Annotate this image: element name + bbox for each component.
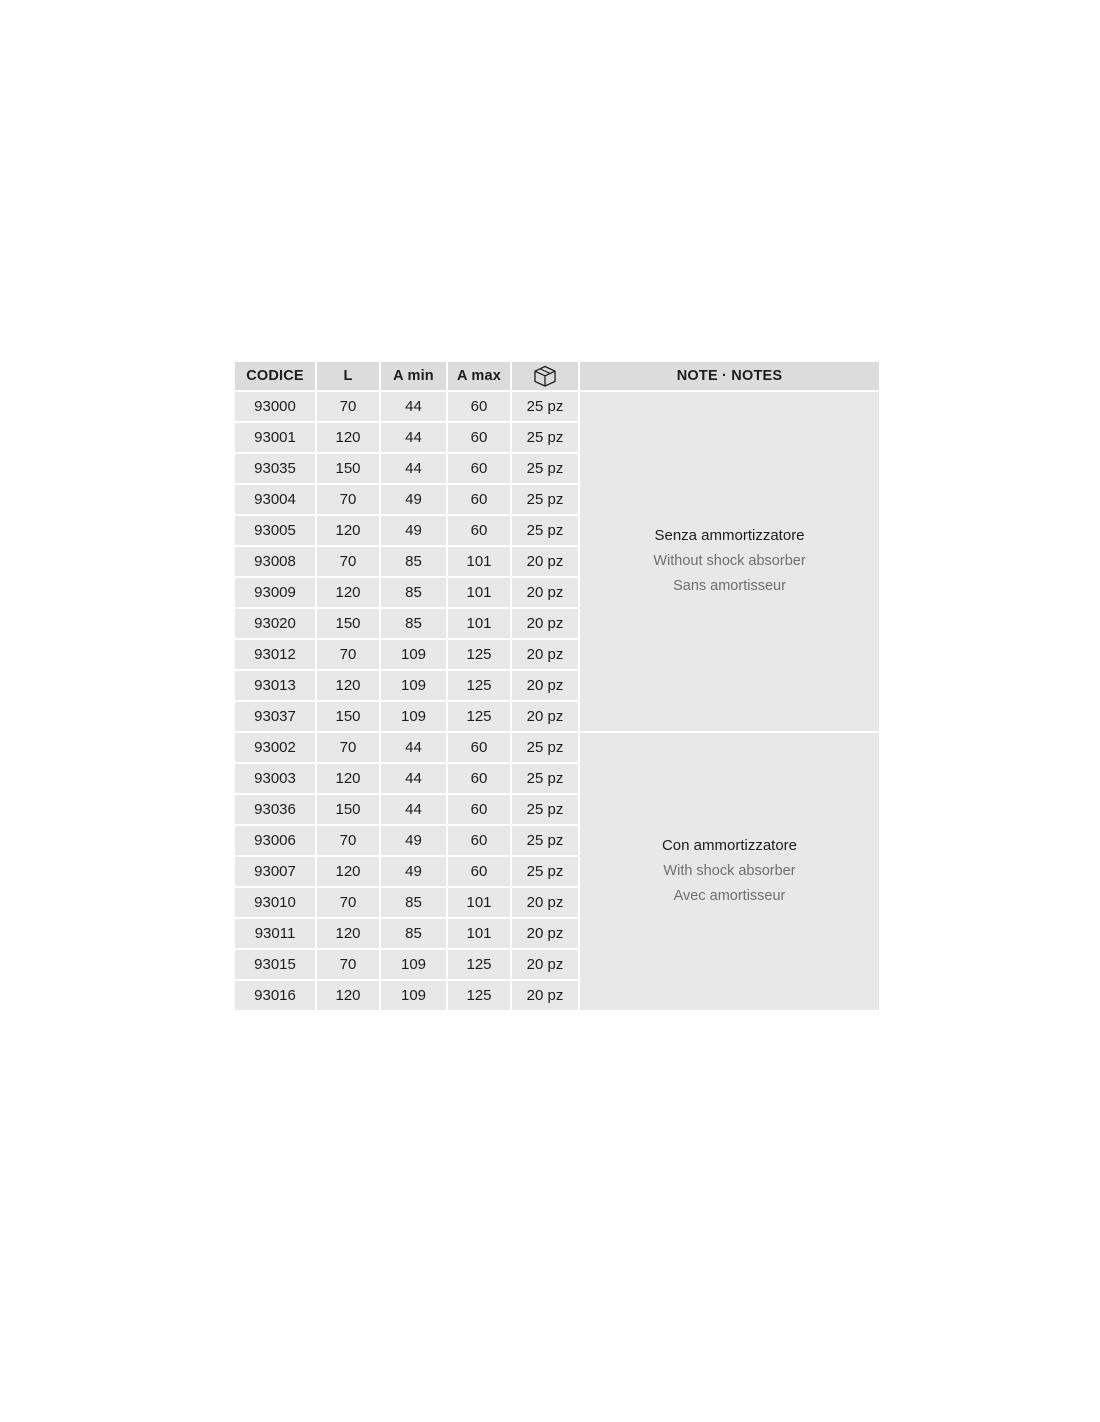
note-italian: Con ammortizzatore	[661, 836, 798, 854]
cell-a-min: 44	[381, 764, 446, 793]
cell-packaging: 25 pz	[512, 423, 578, 452]
table-header	[235, 362, 879, 390]
table-row	[235, 733, 879, 762]
cell-l: 120	[317, 764, 379, 793]
cell-code: 93000	[235, 392, 315, 421]
cell-a-min: 109	[381, 671, 446, 700]
cell-code: 93005	[235, 516, 315, 545]
cell-a-max: 60	[448, 826, 510, 855]
cell-code: 93002	[235, 733, 315, 762]
cell-a-max: 60	[448, 764, 510, 793]
column-header-notes: NOTE · NOTES	[580, 362, 879, 390]
cell-l: 150	[317, 609, 379, 638]
cell-l: 120	[317, 981, 379, 1010]
cell-a-max: 60	[448, 733, 510, 762]
cell-a-min: 109	[381, 640, 446, 669]
cell-code: 93015	[235, 950, 315, 979]
cell-a-max: 125	[448, 702, 510, 731]
cell-code: 93037	[235, 702, 315, 731]
cell-l: 70	[317, 547, 379, 576]
cell-a-max: 101	[448, 578, 510, 607]
cell-code: 93003	[235, 764, 315, 793]
cell-l: 70	[317, 950, 379, 979]
cell-l: 150	[317, 454, 379, 483]
cell-code: 93004	[235, 485, 315, 514]
cell-packaging: 25 pz	[512, 516, 578, 545]
cell-packaging: 20 pz	[512, 671, 578, 700]
cell-a-max: 101	[448, 888, 510, 917]
cell-l: 70	[317, 485, 379, 514]
cell-a-min: 49	[381, 516, 446, 545]
cell-a-min: 85	[381, 919, 446, 948]
cell-packaging: 20 pz	[512, 609, 578, 638]
cell-a-min: 49	[381, 826, 446, 855]
note-french: Sans amortisseur	[673, 577, 786, 594]
cell-l: 120	[317, 578, 379, 607]
note-cell-group-2	[580, 733, 879, 1010]
cell-a-min: 109	[381, 981, 446, 1010]
product-spec-table	[233, 360, 881, 1012]
cell-a-min: 44	[381, 733, 446, 762]
cell-packaging: 20 pz	[512, 578, 578, 607]
cell-code: 93036	[235, 795, 315, 824]
column-header-a-max: A max	[448, 362, 510, 390]
cell-l: 120	[317, 516, 379, 545]
table-body	[235, 392, 879, 1010]
cell-a-min: 49	[381, 485, 446, 514]
cell-l: 70	[317, 888, 379, 917]
table-row	[235, 392, 879, 421]
cell-packaging: 25 pz	[512, 826, 578, 855]
cell-l: 70	[317, 640, 379, 669]
column-header-a-min: A min	[381, 362, 446, 390]
cell-code: 93012	[235, 640, 315, 669]
column-header-packaging	[512, 362, 578, 390]
cell-packaging: 25 pz	[512, 857, 578, 886]
cell-l: 150	[317, 795, 379, 824]
cell-code: 93011	[235, 919, 315, 948]
cell-a-max: 125	[448, 981, 510, 1010]
cell-l: 70	[317, 826, 379, 855]
cell-l: 70	[317, 733, 379, 762]
cell-packaging: 20 pz	[512, 888, 578, 917]
cell-a-min: 44	[381, 795, 446, 824]
cell-a-max: 60	[448, 485, 510, 514]
cell-a-min: 44	[381, 454, 446, 483]
cell-a-max: 60	[448, 857, 510, 886]
cell-l: 150	[317, 702, 379, 731]
cell-a-min: 85	[381, 888, 446, 917]
note-english: With shock absorber	[663, 863, 796, 880]
cell-packaging: 25 pz	[512, 764, 578, 793]
cell-packaging: 25 pz	[512, 733, 578, 762]
note-italian: Senza ammortizzatore	[654, 526, 805, 544]
cell-a-max: 125	[448, 950, 510, 979]
cell-a-max: 101	[448, 919, 510, 948]
cell-code: 93035	[235, 454, 315, 483]
cell-packaging: 20 pz	[512, 919, 578, 948]
cell-a-min: 109	[381, 950, 446, 979]
cell-packaging: 25 pz	[512, 485, 578, 514]
cell-packaging: 25 pz	[512, 454, 578, 483]
cell-code: 93020	[235, 609, 315, 638]
cell-l: 70	[317, 392, 379, 421]
cell-a-max: 125	[448, 671, 510, 700]
cell-a-min: 109	[381, 702, 446, 731]
cell-code: 93006	[235, 826, 315, 855]
table-header-row	[235, 362, 879, 390]
cell-a-max: 101	[448, 609, 510, 638]
cell-l: 120	[317, 857, 379, 886]
cell-code: 93007	[235, 857, 315, 886]
cell-a-max: 60	[448, 454, 510, 483]
cell-code: 93013	[235, 671, 315, 700]
cell-code: 93001	[235, 423, 315, 452]
cell-a-min: 49	[381, 857, 446, 886]
cell-packaging: 20 pz	[512, 640, 578, 669]
cell-code: 93010	[235, 888, 315, 917]
box-icon	[512, 364, 578, 388]
note-french: Avec amortisseur	[673, 887, 786, 904]
cell-a-max: 101	[448, 547, 510, 576]
cell-l: 120	[317, 423, 379, 452]
cell-packaging: 25 pz	[512, 795, 578, 824]
cell-a-min: 85	[381, 609, 446, 638]
cell-packaging: 20 pz	[512, 981, 578, 1010]
cell-code: 93009	[235, 578, 315, 607]
cell-packaging: 20 pz	[512, 547, 578, 576]
column-header-l: L	[317, 362, 379, 390]
cell-a-min: 85	[381, 547, 446, 576]
cell-a-max: 60	[448, 795, 510, 824]
cell-code: 93008	[235, 547, 315, 576]
cell-packaging: 20 pz	[512, 950, 578, 979]
cell-l: 120	[317, 671, 379, 700]
cell-a-min: 44	[381, 392, 446, 421]
cell-a-max: 60	[448, 516, 510, 545]
cell-packaging: 25 pz	[512, 392, 578, 421]
product-spec-table-container	[233, 360, 867, 1012]
cell-a-max: 60	[448, 423, 510, 452]
cell-a-min: 85	[381, 578, 446, 607]
note-cell-group-1	[580, 392, 879, 731]
cell-a-max: 125	[448, 640, 510, 669]
note-english: Without shock absorber	[653, 553, 806, 570]
cell-l: 120	[317, 919, 379, 948]
cell-code: 93016	[235, 981, 315, 1010]
cell-packaging: 20 pz	[512, 702, 578, 731]
column-header-code: CODICE	[235, 362, 315, 390]
cell-a-min: 44	[381, 423, 446, 452]
cell-a-max: 60	[448, 392, 510, 421]
